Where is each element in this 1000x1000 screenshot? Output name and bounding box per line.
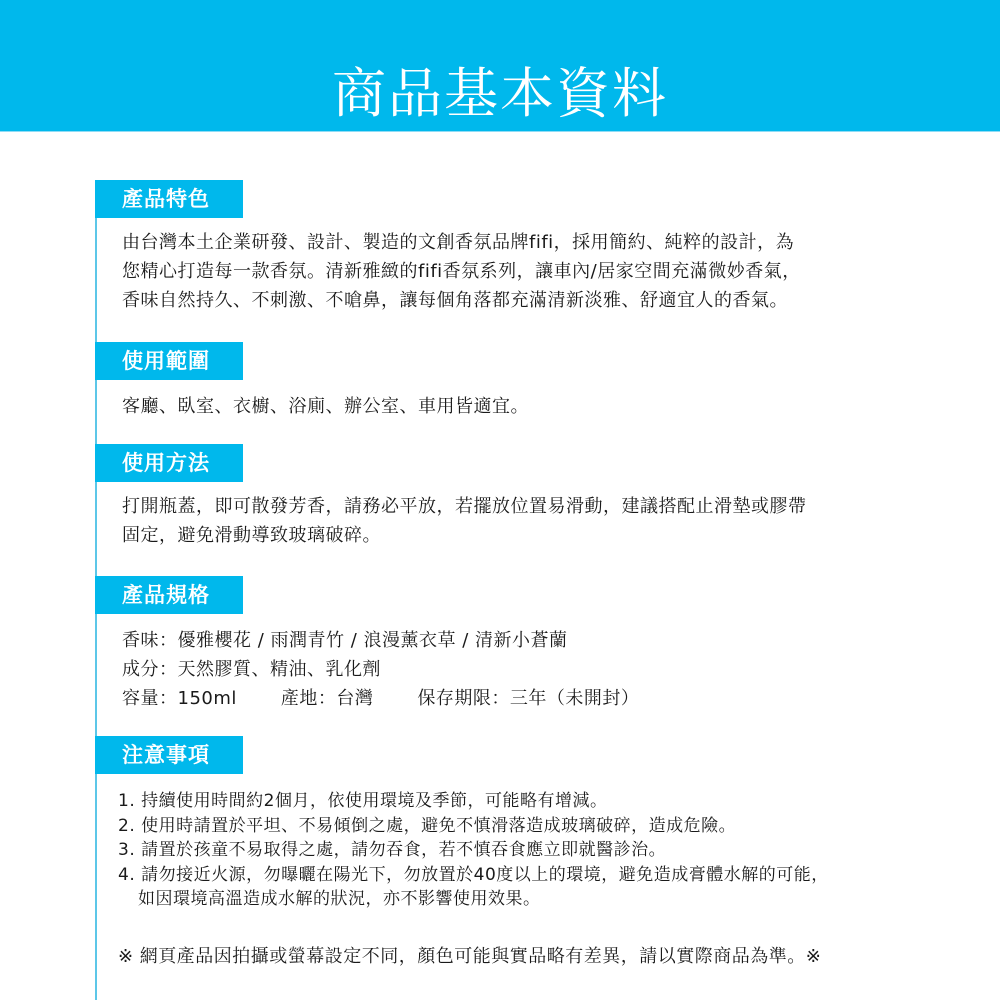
features-line: 由台灣本土企業研發、設計、製造的文創香氛品牌fifi，採用簡約、純粹的設計，為 <box>122 232 795 253</box>
header-bar <box>0 0 1000 132</box>
note-item: 4. 請勿接近火源，勿曝曬在陽光下，勿放置於40度以上的環境，避免造成膏體水解的可能， <box>118 864 829 885</box>
section-label-specs: 產品規格 <box>95 576 243 614</box>
section-body-usage-scope <box>122 392 922 421</box>
section-label-notes: 注意事項 <box>95 736 243 774</box>
page-title: 商品基本資料 <box>332 62 668 125</box>
spec-ingredients: 成分：天然膠質、精油、乳化劑 <box>122 659 381 680</box>
spec-volume: 容量：150ml <box>122 688 237 709</box>
features-line: 香味自然持久、不刺激、不嗆鼻，讓每個角落都充滿清新淡雅、舒適宜人的香氣。 <box>122 290 788 311</box>
disclaimer: ※ 網頁產品因拍攝或螢幕設定不同，顏色可能與實品略有差異，請以實際商品為準。※ <box>118 946 822 967</box>
usage-scope-line: 客廳、臥室、衣櫥、浴廁、辦公室、車用皆適宜。 <box>122 396 529 417</box>
section-body-features <box>122 228 922 315</box>
section-body-usage-method <box>122 492 922 550</box>
note-item: 1. 持續使用時間約2個月，依使用環境及季節，可能略有增減。 <box>118 791 608 811</box>
usage-method-line: 固定，避免滑動導致玻璃破碎。 <box>122 525 381 546</box>
spec-origin: 產地：台灣 <box>280 688 374 709</box>
spec-row-volume-origin-shelf <box>122 684 922 713</box>
features-line: 您精心打造每一款香氛。清新雅緻的fifi香氛系列，讓車內/居家空間充滿微妙香氣， <box>122 261 801 282</box>
note-item-continuation: 如因環境高溫造成水解的狀況，亦不影響使用效果。 <box>138 889 541 909</box>
section-label-usage-method: 使用方法 <box>95 444 243 482</box>
note-item: 2. 使用時請置於平坦、不易傾倒之處，避免不慎滑落造成玻璃破碎，造成危險。 <box>118 815 737 836</box>
section-body-notes <box>118 789 918 912</box>
section-label-features: 產品特色 <box>95 180 243 218</box>
note-item: 3. 請置於孩童不易取得之處，請勿吞食，若不慎吞食應立即就醫診治。 <box>118 840 667 860</box>
section-body-specs <box>122 626 922 713</box>
usage-method-line: 打開瓶蓋，即可散發芳香，請務必平放，若擺放位置易滑動，建議搭配止滑墊或膠帶 <box>122 496 807 517</box>
spec-shelf-life: 保存期限：三年（未開封） <box>417 688 640 709</box>
spec-scent: 香味：優雅櫻花 / 雨潤青竹 / 浪漫薰衣草 / 清新小蒼蘭 <box>122 630 568 651</box>
section-label-usage-scope: 使用範圍 <box>95 342 243 380</box>
